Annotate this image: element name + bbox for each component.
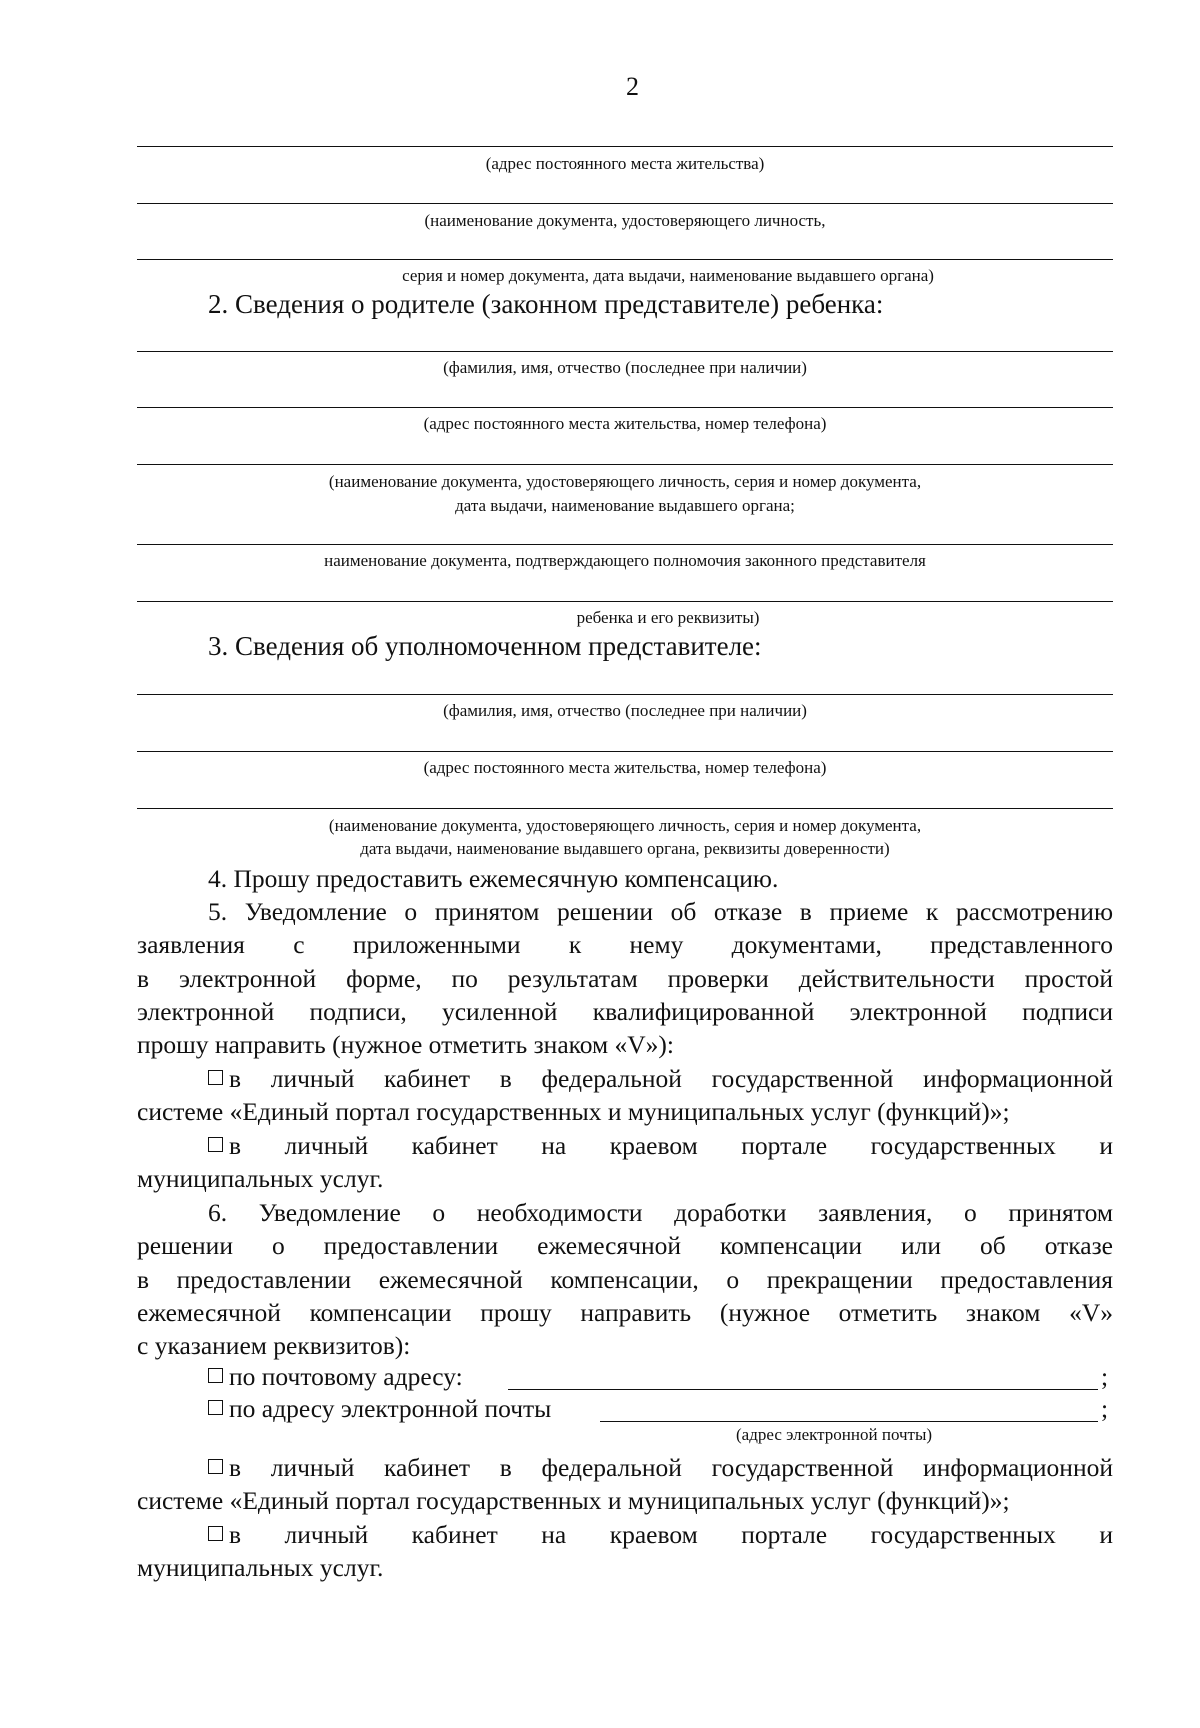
- checkbox-5-gosuslugi[interactable]: [208, 1070, 223, 1085]
- caption-parent-address: (адрес постоянного места жительства, номер телефона): [423, 414, 827, 433]
- caption-rep-id-line2: дата выдачи, наименование выдавшего органа, реквизиты доверенности): [360, 839, 890, 858]
- option-6-email-label: по адресу электронной почты: [229, 1394, 552, 1423]
- caption-parent-id-line1: (наименование документа, удостоверяющего личность, серия и номер документа,: [328, 472, 922, 491]
- option-6-gosuslugi: [137, 1451, 1113, 1518]
- option-6-email: [208, 1394, 551, 1424]
- caption-rep-address: (адрес постоянного места жительства, номер телефона): [423, 758, 827, 777]
- paragraph-5-line-1: 5. Уведомление о принятом решении об отказе в приеме к рассмотрению: [208, 897, 1113, 926]
- option-5-regional-line-1: [137, 1129, 1113, 1162]
- paragraph-4-line: 4. Прошу предоставить ежемесячную компенсацию.: [208, 864, 779, 893]
- paragraph-4: [137, 862, 1113, 895]
- paragraph-5-line-5: прошу направить (нужное отметить знаком «V»):: [137, 1030, 675, 1060]
- paragraph-6-line-3: в предоставлении ежемесячной компенсации, о прекращении предоставления: [137, 1264, 1113, 1294]
- checkbox-6-gosuslugi[interactable]: [208, 1459, 223, 1474]
- caption-parent-name: (фамилия, имя, отчество (последнее при наличии): [443, 358, 807, 377]
- blank-line-rep-address[interactable]: [137, 751, 1113, 752]
- paragraph-5-line-4: электронной подписи, усиленной квалифицированной электронной подписи: [137, 996, 1113, 1026]
- heading-representative-info: 3. Сведения об уполномоченном представителе:: [208, 631, 762, 661]
- caption-rep-name: (фамилия, имя, отчество (последнее при наличии): [443, 701, 807, 720]
- blank-line-parent-name[interactable]: [137, 351, 1113, 352]
- blank-line-parent-authority[interactable]: [137, 544, 1113, 545]
- option-6-regional-line-2: муниципальных услуг.: [137, 1553, 384, 1583]
- option-6-regional-line-1: [137, 1518, 1113, 1551]
- paragraph-6: [137, 1196, 1113, 1362]
- option-5-gosuslugi-text-1: в личный кабинет в федеральной государственной информационной: [229, 1064, 1113, 1093]
- caption-id-document: (наименование документа, удостоверяющего личность,: [424, 211, 826, 230]
- postal-semicolon: ;: [1101, 1362, 1109, 1391]
- option-5-gosuslugi-line-1: [137, 1062, 1113, 1095]
- postal-address-input-line[interactable]: [508, 1389, 1098, 1390]
- option-6-postal: [208, 1362, 463, 1392]
- blank-line-parent-address[interactable]: [137, 407, 1113, 408]
- option-5-gosuslugi-line-2: системе «Единый портал государственных и муниципальных услуг (функций)»;: [137, 1097, 1010, 1127]
- option-6-regional-portal: [137, 1518, 1113, 1585]
- option-5-regional-line-2: муниципальных услуг.: [137, 1164, 384, 1194]
- option-6-gosuslugi-line-2: системе «Единый портал государственных и муниципальных услуг (функций)»;: [137, 1486, 1010, 1516]
- caption-id-details: серия и номер документа, дата выдачи, наименование выдавшего органа): [402, 266, 934, 285]
- option-5-regional-text-1: в личный кабинет на краевом портале государственных и: [229, 1131, 1113, 1160]
- email-semicolon: ;: [1101, 1394, 1109, 1423]
- page-number: 2: [626, 72, 639, 101]
- blank-line-parent-authority-details[interactable]: [137, 601, 1113, 602]
- blank-line-rep-id[interactable]: [137, 808, 1113, 809]
- caption-rep-id-line1: (наименование документа, удостоверяющего личность, серия и номер документа,: [328, 816, 922, 835]
- checkbox-6-postal[interactable]: [208, 1368, 223, 1383]
- paragraph-5-line-3: в электронной форме, по результатам проверки действительности простой: [137, 963, 1113, 993]
- checkbox-6-email[interactable]: [208, 1400, 223, 1415]
- checkbox-5-regional-portal[interactable]: [208, 1137, 223, 1152]
- option-6-gosuslugi-text-1: в личный кабинет в федеральной государственной информационной: [229, 1453, 1113, 1482]
- option-6-regional-text-1: в личный кабинет на краевом портале государственных и: [229, 1520, 1113, 1549]
- caption-parent-authority-details: ребенка и его реквизиты): [576, 608, 760, 627]
- paragraph-6-line-1: 6. Уведомление о необходимости доработки заявления, о принятом: [208, 1198, 1113, 1227]
- caption-parent-authority: наименование документа, подтверждающего полномочия законного представителя: [324, 551, 926, 570]
- paragraph-5: [137, 895, 1113, 1061]
- heading-parent-info: 2. Сведения о родителе (законном представителе) ребенка:: [208, 289, 884, 319]
- blank-line-rep-name[interactable]: [137, 694, 1113, 695]
- caption-parent-id-line2: дата выдачи, наименование выдавшего органа;: [455, 496, 795, 515]
- blank-line-id-details[interactable]: [137, 259, 1113, 260]
- paragraph-6-line-4: ежемесячной компенсации прошу направить (нужное отметить знаком «V»: [137, 1297, 1113, 1327]
- option-6-postal-label: по почтовому адресу:: [229, 1362, 463, 1391]
- blank-line-address[interactable]: [137, 146, 1113, 147]
- blank-line-id-document[interactable]: [137, 203, 1113, 204]
- email-input-line[interactable]: [600, 1421, 1098, 1422]
- paragraph-6-line-5: с указанием реквизитов):: [137, 1331, 411, 1361]
- option-5-gosuslugi: [137, 1062, 1113, 1129]
- option-5-regional-portal: [137, 1129, 1113, 1196]
- checkbox-6-regional-portal[interactable]: [208, 1526, 223, 1541]
- caption-email: (адрес электронной почты): [736, 1425, 933, 1444]
- caption-address: (адрес постоянного места жительства): [485, 154, 765, 173]
- blank-line-parent-id[interactable]: [137, 464, 1113, 465]
- paragraph-5-line-2: заявления с приложенными к нему документами, представленного: [137, 930, 1113, 960]
- option-6-gosuslugi-line-1: [137, 1451, 1113, 1484]
- paragraph-6-line-2: решении о предоставлении ежемесячной компенсации или об отказе: [137, 1231, 1113, 1261]
